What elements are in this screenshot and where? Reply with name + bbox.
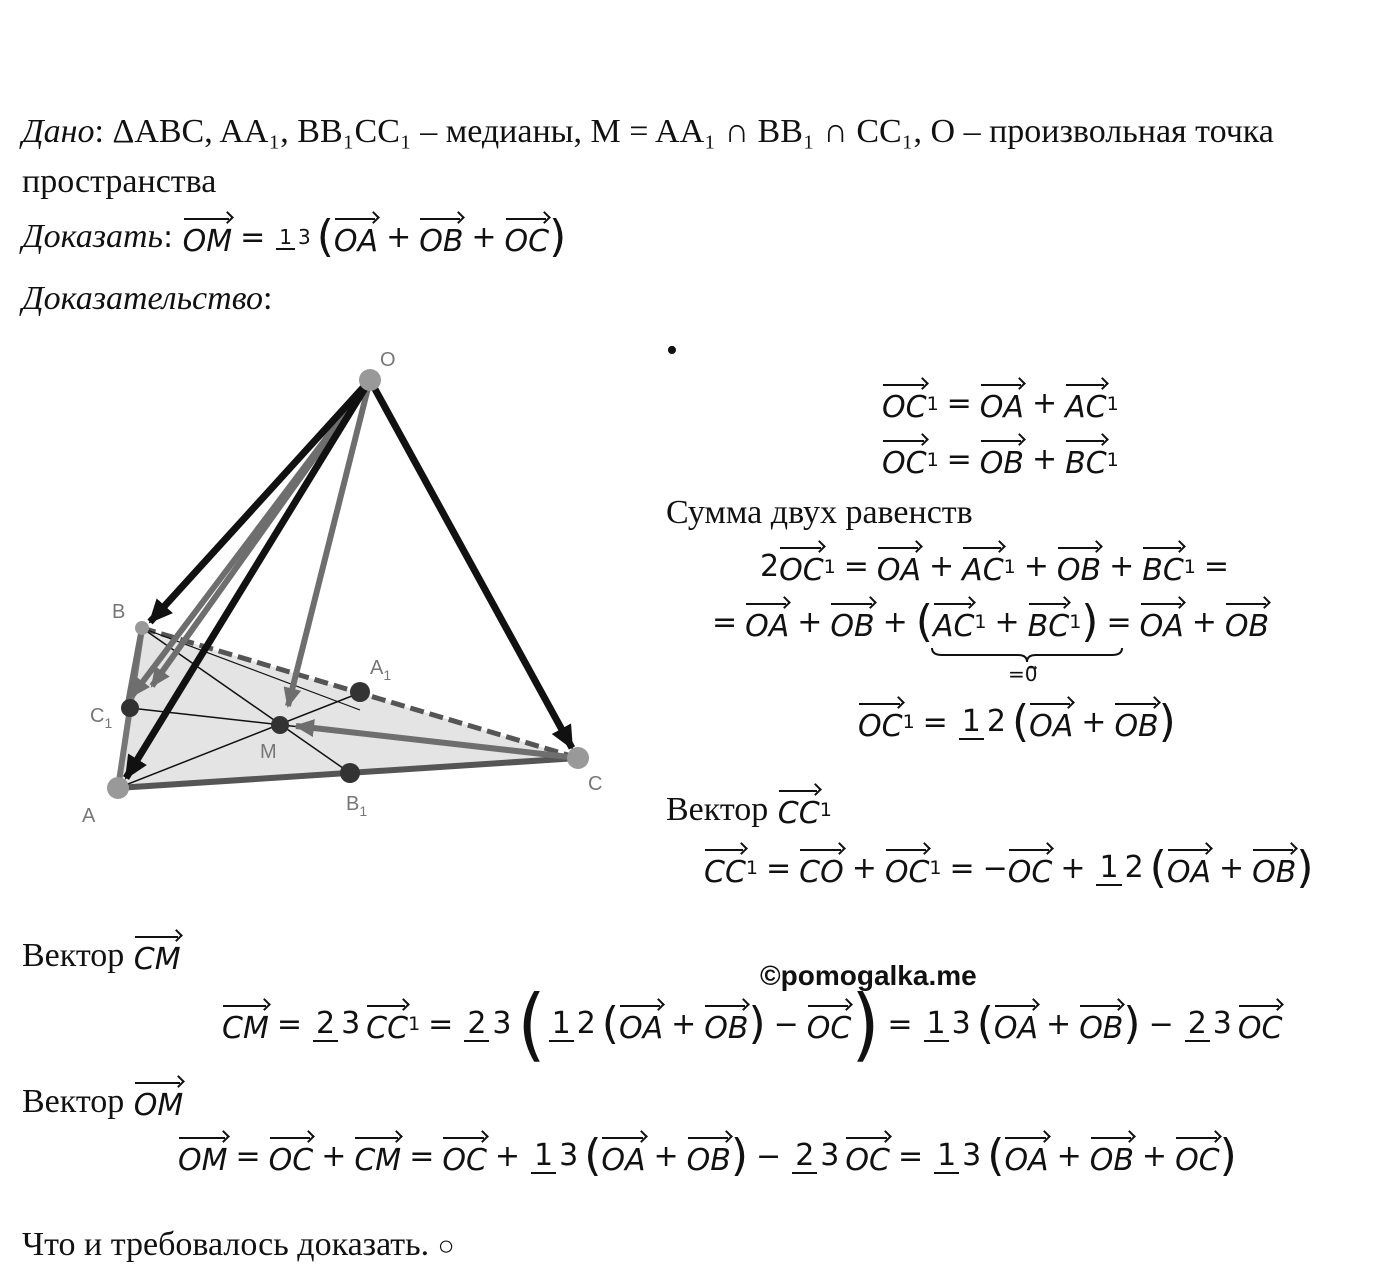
prove-term-1: OA xyxy=(334,216,378,259)
vector-cm-label: Вектор xyxy=(22,936,125,974)
eq1-lhs: OC xyxy=(882,382,927,425)
point-a1 xyxy=(350,682,370,702)
sum2-p2: BC xyxy=(1028,601,1070,644)
point-b1 xyxy=(340,763,360,783)
prove-term-3: OC xyxy=(505,216,550,259)
sum2-t2: OB xyxy=(830,601,874,644)
vector-om-heading xyxy=(22,1080,183,1123)
prove-label: Доказать xyxy=(22,218,163,255)
cm-t2: OB xyxy=(704,1003,748,1046)
eq2-b: BC xyxy=(1065,438,1107,481)
label-c1: $C_1$ xyxy=(90,705,113,731)
point-b xyxy=(135,621,149,635)
given-line-cont: пространства xyxy=(22,163,217,200)
label-a: A xyxy=(82,805,96,827)
given-label: Дано xyxy=(22,113,95,150)
cm-t3b: OC xyxy=(1238,1003,1283,1046)
label-b1: $B_1$ xyxy=(346,793,368,819)
om-r3: OC xyxy=(1175,1135,1220,1178)
proof-heading: Доказательство: xyxy=(22,280,273,317)
om-lhs: OM xyxy=(178,1135,228,1178)
cm-lhs: CM xyxy=(222,1003,269,1046)
cm-t3: OC xyxy=(807,1003,852,1046)
om-b: CM xyxy=(354,1135,401,1178)
cc1-b: OC xyxy=(885,847,930,890)
point-m xyxy=(271,716,289,734)
bullet-mark: • xyxy=(666,332,678,369)
brace-note: =0⃗ xyxy=(1008,662,1038,686)
watermark: ©pomogalka.me xyxy=(760,960,977,991)
cm-t1b: OA xyxy=(994,1003,1038,1046)
label-m: M xyxy=(260,741,277,763)
sum1-t3: OB xyxy=(1057,545,1101,588)
vector-cc1-label: Вектор xyxy=(666,790,769,828)
cc1-a: CO xyxy=(799,847,844,890)
conclusion-line xyxy=(22,1228,455,1262)
vector-cm-symbol: CM xyxy=(134,934,181,977)
sum2-r1: OA xyxy=(1140,601,1184,644)
prove-term-2: OB xyxy=(419,216,463,259)
sum-label: Сумма двух равенств xyxy=(666,494,973,531)
cc1-lhs: CC xyxy=(704,847,746,890)
half-t1: OA xyxy=(1029,701,1073,744)
om-t1: OA xyxy=(601,1135,645,1178)
point-a xyxy=(107,777,129,799)
sum1-t2: AC xyxy=(962,545,1003,588)
label-o: O xyxy=(380,349,396,371)
sum1-t4: BC xyxy=(1142,545,1184,588)
prove-coef-num: 1 xyxy=(276,227,295,250)
prove-line: Доказать : OM = 1 3 ( OA + OB + OC ) xyxy=(22,211,567,262)
cc1-t1: OA xyxy=(1167,847,1211,890)
sum-equation-1: 2 OC 1 = OA + AC 1 + OB + BC 1 = xyxy=(760,545,1237,588)
conclusion-text: Что и требовалось доказать. xyxy=(22,1226,430,1263)
half-lhs: OC xyxy=(858,701,903,744)
point-c xyxy=(567,747,589,769)
om-r1: OA xyxy=(1004,1135,1048,1178)
label-a1: $A_1$ xyxy=(370,657,392,683)
tetrahedron-figure xyxy=(60,330,640,830)
cm-t1: OA xyxy=(619,1003,663,1046)
vector-cm-heading xyxy=(22,934,181,977)
prove-coef-den: 3 xyxy=(298,224,311,249)
prove-lhs-vector: OM xyxy=(183,216,233,259)
equation-oc1-via-a: OC 1 = OA + AC 1 xyxy=(882,382,1119,425)
eq2-lhs: OC xyxy=(882,438,927,481)
sum1-lhs: OC xyxy=(779,545,824,588)
given-text: ΔABC, AA₁, BB₁CC₁ – медианы, M = AA₁ ∩ BB₁ ∩ CC₁, O – произвольная точка xyxy=(112,113,1274,150)
point-o xyxy=(359,369,381,391)
equation-oc1-half: OC 1 = 1 2 ( OA + OB ) xyxy=(858,696,1176,747)
equation-cc1: CC 1 = CO + OC 1 = − OC + 1 2 ( OA + OB ) xyxy=(704,842,1314,893)
om-a: OC xyxy=(269,1135,314,1178)
sum-equation-2: = OA + OB + ( AC 1 + BC 1 ) = OA + OB xyxy=(712,596,1270,647)
sum1-t1: OA xyxy=(877,545,921,588)
eq1-a: OA xyxy=(980,382,1024,425)
sum2-r2: OB xyxy=(1225,601,1269,644)
sum2-t1: OA xyxy=(745,601,789,644)
vector-om-symbol: OM xyxy=(134,1080,184,1123)
om-t2: OB xyxy=(687,1135,731,1178)
cc1-c: OC xyxy=(1008,847,1053,890)
cm-v1: CC xyxy=(366,1003,408,1046)
vector-cc1-symbol: CC xyxy=(778,788,820,831)
om-r2: OB xyxy=(1090,1135,1134,1178)
half-t2: OB xyxy=(1114,701,1158,744)
given-line: Дано: ΔABC, AA₁, BB₁CC₁ – медианы, M = AA₁ ∩ BB₁ ∩ CC₁, O – произвольная точка xyxy=(22,113,1274,150)
eq2-a: OB xyxy=(980,438,1024,481)
vector-oc-arrow xyxy=(370,380,572,748)
end-mark: ○ xyxy=(437,1231,455,1262)
equation-oc1-via-b: OC 1 = OB + BC 1 xyxy=(882,438,1119,481)
vector-om-label: Вектор xyxy=(22,1082,125,1120)
proof-label: Доказательство xyxy=(22,280,264,317)
label-b: B xyxy=(112,601,126,623)
point-c1 xyxy=(121,699,139,717)
om-c: OC xyxy=(442,1135,487,1178)
vector-oc1b-arrow xyxy=(152,380,370,686)
cm-t2b: OB xyxy=(1079,1003,1123,1046)
om-t3: OC xyxy=(845,1135,890,1178)
vector-cc1-heading: Вектор CC 1 xyxy=(666,788,832,831)
equation-cm: CM = 2 3 CC 1 = 2 3 ( 1 2 ( OA + OB ) − OC ) = 1 3 ( OA + OB ) − 2 3 OC xyxy=(222,977,1283,1071)
sum2-p1: AC xyxy=(933,601,974,644)
eq1-b: AC xyxy=(1065,382,1106,425)
cc1-t2: OB xyxy=(1252,847,1296,890)
equation-om: OM = OC + CM = OC + 1 3 ( OA + OB ) − 2 3 OC = 1 3 ( OA + OB + OC ) xyxy=(178,1130,1237,1181)
label-c: C xyxy=(588,773,603,795)
